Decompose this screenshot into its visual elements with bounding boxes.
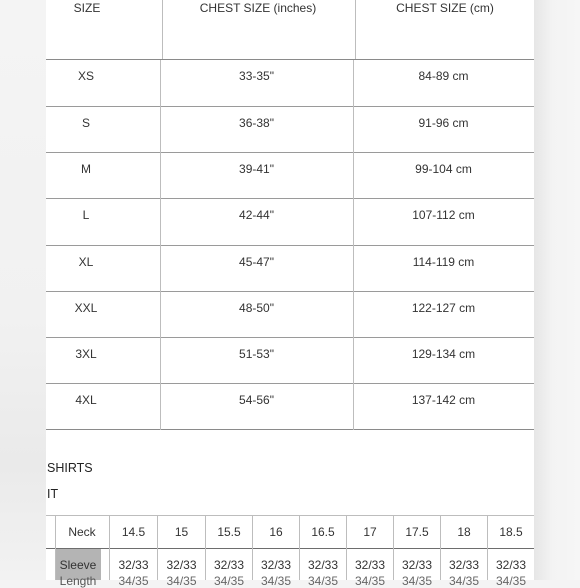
row-divider [46, 429, 534, 430]
section-title: SHIRTS [47, 461, 93, 475]
cm-cell: 107-112 cm [412, 208, 475, 222]
inches-cell: 48-50" [239, 301, 274, 315]
header-divider [355, 0, 356, 60]
neck-sleeve-table [46, 515, 534, 588]
cm-cell: 122-127 cm [411, 301, 476, 315]
size-cell: XS [77, 69, 94, 83]
sleeve-label-cut: Length [59, 574, 97, 588]
cm-cell: 114-119 cm [412, 255, 475, 269]
size-cell: S [81, 116, 90, 130]
sleeve-value-cell: 32/33 [401, 558, 433, 572]
page-shadow [534, 0, 580, 580]
inches-cell: 33-35" [239, 69, 274, 83]
neck-size-cell: 16.5 [311, 525, 335, 539]
sleeve-value-cut: 34/35 [213, 574, 245, 588]
sleeve-value-cut: 34/35 [448, 574, 480, 588]
row-divider [46, 515, 534, 516]
inches-cell: 51-53" [239, 347, 274, 361]
sleeve-value-cell: 32/33 [448, 558, 480, 572]
row-divider [46, 198, 534, 199]
sleeve-value-cell: 32/33 [166, 558, 197, 572]
sleeve-value-cell: 32/33 [213, 558, 245, 572]
size-cell: M [81, 162, 91, 176]
row-divider [46, 245, 534, 246]
sleeve-label: Sleeve [59, 558, 97, 572]
neck-label: Neck [68, 525, 96, 539]
row-divider [46, 59, 534, 60]
sleeve-value-cut: 34/35 [495, 574, 527, 588]
sleeve-value-cut: 34/35 [354, 574, 386, 588]
size-cell: 4XL [75, 393, 97, 407]
sleeve-value-cut: 34/35 [166, 574, 197, 588]
header-chest-inches: CHEST SIZE (inches) [199, 1, 317, 15]
sleeve-value-cut: 34/35 [307, 574, 339, 588]
neck-size-cell: 18.5 [499, 525, 523, 539]
sleeve-value-cell: 32/33 [118, 558, 149, 572]
sleeve-value-cell: 32/33 [495, 558, 527, 572]
sleeve-value-cell: 32/33 [354, 558, 386, 572]
size-chart-page [46, 0, 534, 580]
inches-cell: 39-41" [239, 162, 274, 176]
header-size: SIZE [73, 1, 101, 15]
inches-cell: 54-56" [239, 393, 274, 407]
neck-size-cell: 18 [457, 525, 471, 539]
neck-size-cell: 14.5 [121, 525, 146, 539]
sleeve-value-cell: 32/33 [260, 558, 292, 572]
cm-cell: 137-142 cm [411, 393, 476, 407]
inches-cell: 36-38" [239, 116, 274, 130]
neck-size-cell: 15.5 [217, 525, 241, 539]
size-cell: L [82, 208, 90, 222]
cm-cell: 99-104 cm [415, 162, 472, 176]
cm-cell: 91-96 cm [418, 116, 469, 130]
size-cell: 3XL [75, 347, 97, 361]
neck-size-cell: 16 [269, 525, 283, 539]
sleeve-value-cut: 34/35 [118, 574, 149, 588]
neck-size-cell: 15 [174, 525, 189, 539]
neck-size-cell: 17 [363, 525, 377, 539]
row-divider [46, 291, 534, 292]
neck-size-cell: 17.5 [405, 525, 429, 539]
inches-cell: 42-44" [239, 208, 274, 222]
row-divider [46, 152, 534, 153]
size-cell: XL [78, 255, 94, 269]
sleeve-value-cut: 34/35 [260, 574, 292, 588]
cm-cell: 129-134 cm [411, 347, 476, 361]
inches-cell: 45-47" [239, 255, 274, 269]
sleeve-value-cut: 34/35 [401, 574, 433, 588]
row-divider [46, 548, 534, 549]
size-cell: XXL [74, 301, 98, 315]
section-subtitle: IT [47, 487, 59, 501]
cm-cell: 84-89 cm [418, 69, 469, 83]
row-divider [46, 106, 534, 107]
row-divider [46, 337, 534, 338]
sleeve-value-cell: 32/33 [307, 558, 339, 572]
header-chest-cm: CHEST SIZE (cm) [396, 1, 494, 15]
row-divider [46, 383, 534, 384]
header-divider [162, 0, 163, 60]
